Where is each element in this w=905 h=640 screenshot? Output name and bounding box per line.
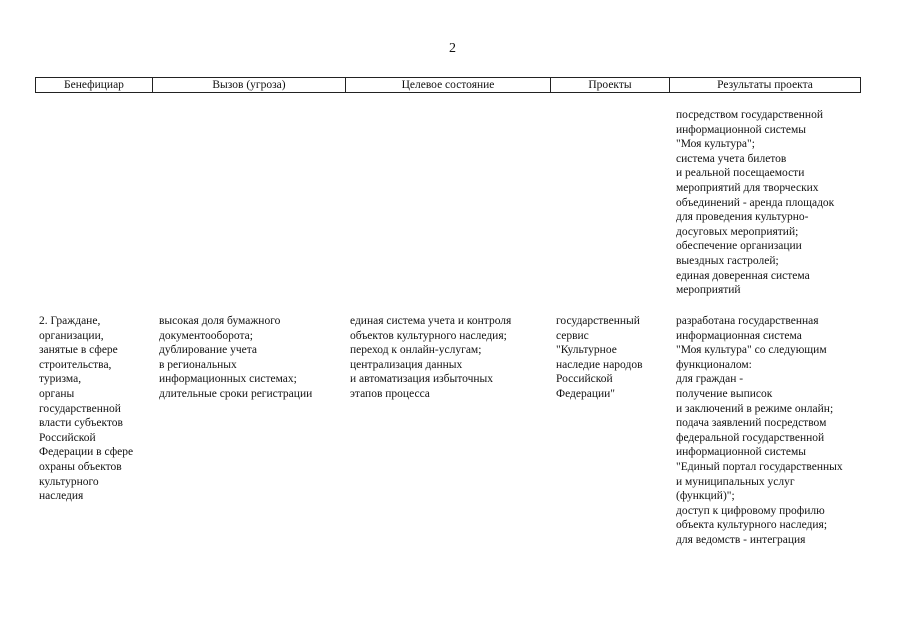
header-row — [36, 78, 861, 93]
row2-challenge-cell: высокая доля бумажного документооборота; дублирование учета в региональных информационных системах; длительные сроки регистрации — [159, 315, 313, 400]
header-results: Результаты проекта — [670, 78, 861, 93]
header-projects: Проекты — [551, 78, 670, 93]
row2-project-cell: государственный сервис "Культурное наследие народов Российской Федерации" — [556, 315, 643, 400]
continued-results-cell: посредством государственной информационной системы "Моя культура"; система учета билетов и реальной посещаемости мероприятий для творческих объединений - аренда площадок для проведения культурно- досуговых мероприятий; обеспечение организации выездных гастролей; единая доверенная система мероприятий — [676, 109, 835, 297]
header-challenge: Вызов (угроза) — [153, 78, 346, 93]
page-number: 2 — [449, 41, 456, 56]
row2-results-cell: разработана государственная информационная система "Моя культура" со следующим функционалом: для граждан - получение выписок и заключений в режиме онлайн; подача заявлений посредством федеральной государственной информационной системы "Единый портал государственных и муниципальных услуг (функций)"; доступ к цифровому профилю объекта культурного наследия; для ведомств - интеграция — [676, 315, 843, 546]
row2-beneficiary-cell: 2. Граждане, организации, занятые в сфере строительства, туризма, органы государственной власти субъектов Российской Федерации в сфере охраны объектов культурного наследия — [39, 315, 134, 503]
header-beneficiary: Бенефициар — [36, 78, 153, 93]
table-header — [35, 77, 861, 93]
header-target-state: Целевое состояние — [346, 78, 551, 93]
row2-target-state-cell: единая система учета и контроля объектов культурного наследия; переход к онлайн-услугам; централизация данных и автоматизация избыточных этапов процесса — [350, 315, 512, 400]
